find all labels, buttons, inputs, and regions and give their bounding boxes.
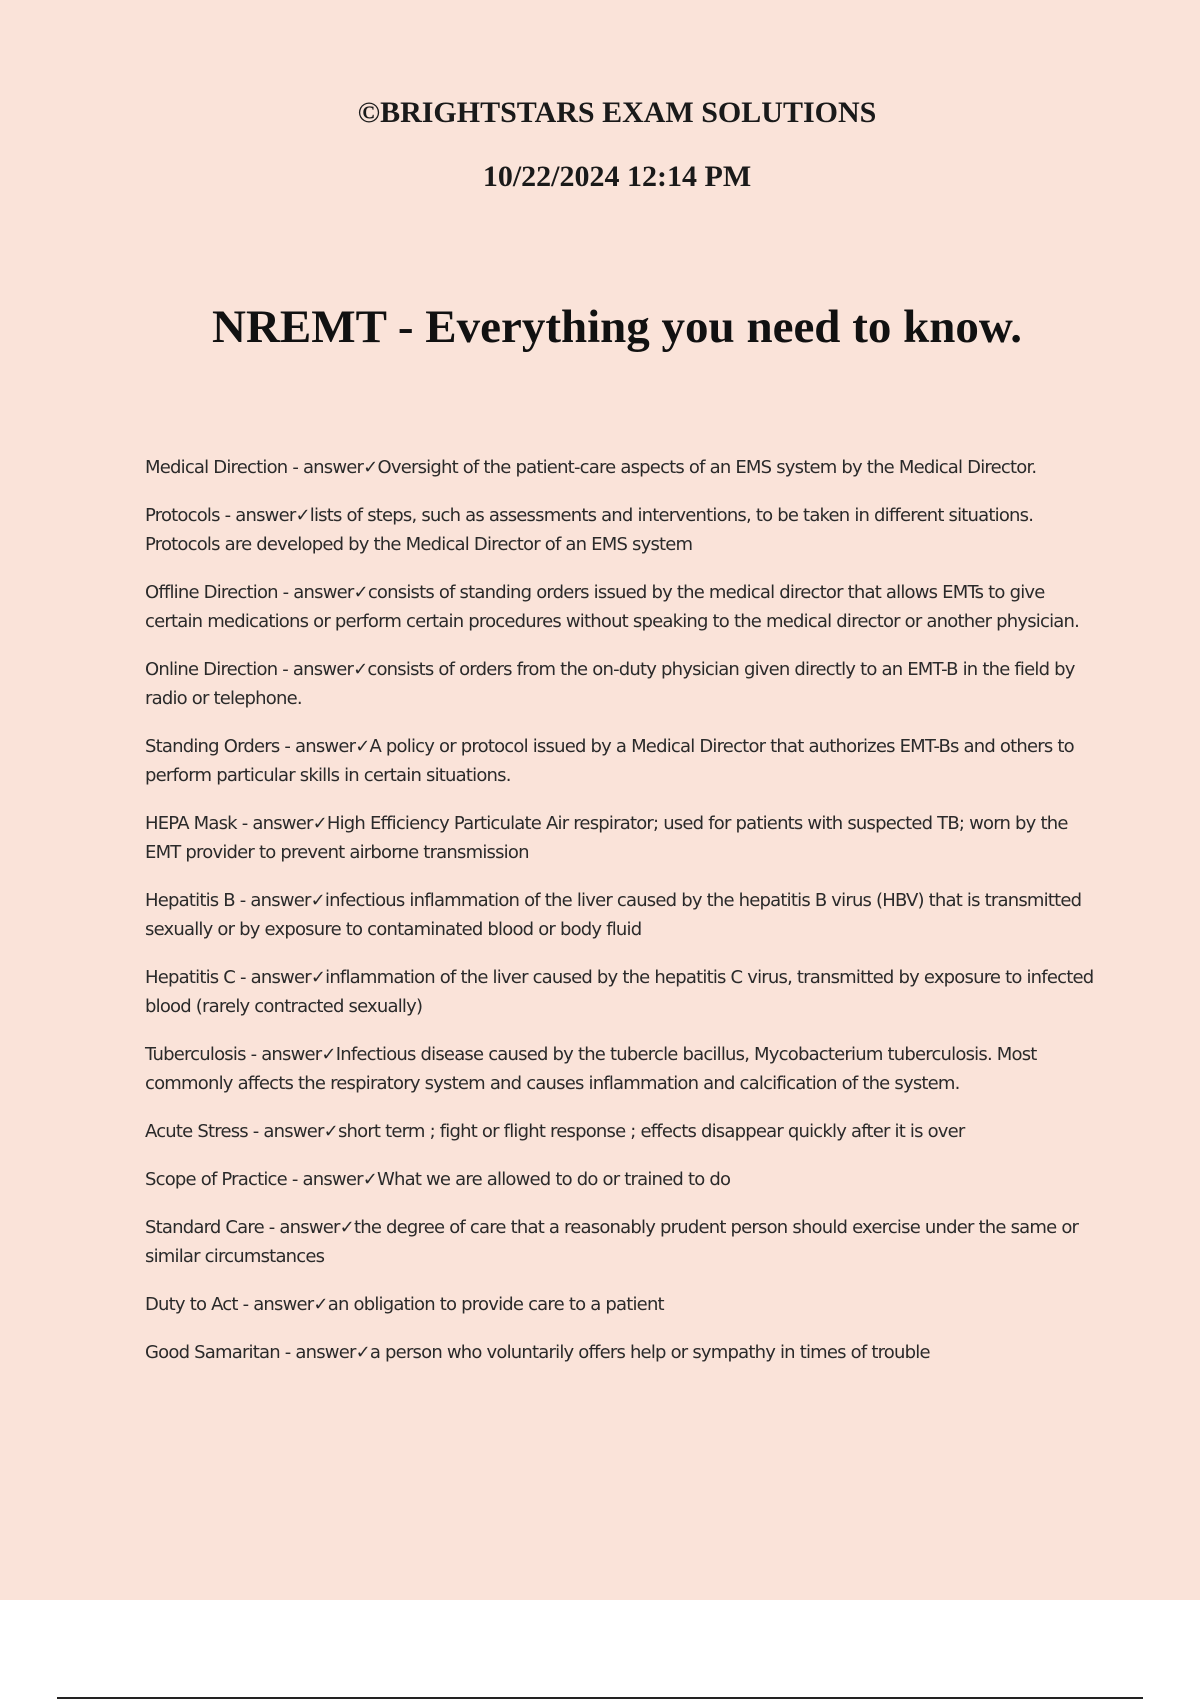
answer-separator: - answer [234, 890, 311, 911]
entry-term: Scope of Practice [145, 1169, 287, 1190]
flashcard-entry [145, 886, 1095, 944]
answer-separator: - answer [235, 967, 311, 988]
answer-separator: - answer [279, 1342, 356, 1363]
entry-term: Offline Direction [145, 582, 278, 603]
checkmark-icon: ✓ [353, 659, 368, 680]
checkmark-icon: ✓ [310, 967, 326, 988]
flashcard-entry [145, 1290, 1095, 1319]
entry-term: Hepatitis C [145, 967, 236, 988]
entry-definition: short term ; fight or flight response ; effects disappear quickly after it is over [337, 1121, 965, 1142]
answer-separator: - answer [287, 457, 364, 478]
flashcard-list [145, 453, 1095, 1386]
footer-divider [57, 1697, 1143, 1699]
entry-definition: the degree of care that a reasonably prudent person should exercise under the same or similar circumstances [145, 1217, 1079, 1267]
answer-separator: - answer [279, 736, 356, 757]
entry-definition: inflammation of the liver caused by the hepatitis C virus, transmitted by exposure to infected blood (rarely contracted sexually) [145, 967, 1094, 1017]
checkmark-icon: ✓ [355, 1342, 370, 1363]
entry-term: Online Direction [145, 659, 278, 680]
answer-separator: - answer [219, 505, 296, 526]
entry-definition: High Efficiency Particulate Air respirator; used for patients with suspected TB; worn by the EMT provider to prevent airborne transmission [145, 813, 1068, 863]
answer-separator: - answer [277, 659, 354, 680]
entry-definition: Oversight of the patient-care aspects of an EMS system by the Medical Director. [377, 457, 1037, 478]
entry-term: Tuberculosis [145, 1044, 246, 1065]
entry-term: Good Samaritan [145, 1342, 280, 1363]
entry-definition: consists of standing orders issued by the medical director that allows EMTs to give certain medications or perform certain procedures without speaking to the medical director or another physician. [145, 582, 1080, 632]
checkmark-icon: ✓ [362, 1169, 377, 1190]
flashcard-entry [145, 1165, 1095, 1194]
entry-term: Hepatitis B [145, 890, 235, 911]
checkmark-icon: ✓ [312, 813, 327, 834]
brand-header: ©BRIGHTSTARS EXAM SOLUTIONS [357, 96, 877, 129]
flashcard-entry [145, 578, 1095, 636]
flashcard-entry [145, 1117, 1095, 1146]
flashcard-entry [145, 1338, 1095, 1367]
entry-term: Medical Direction [145, 457, 288, 478]
checkmark-icon: ✓ [363, 457, 378, 478]
flashcard-entry [145, 655, 1095, 713]
answer-separator: - answer [236, 813, 313, 834]
entry-definition: an obligation to provide care to a patient [327, 1294, 664, 1315]
checkmark-icon: ✓ [310, 890, 325, 911]
checkmark-icon: ✓ [339, 1217, 354, 1238]
document-title: NREMT - Everything you need to know. [212, 301, 1022, 353]
flashcard-entry [145, 809, 1095, 867]
entry-definition: A policy or protocol issued by a Medical Director that authorizes EMT-Bs and others to perform particular skills in certain situations. [145, 736, 1074, 786]
flashcard-entry [145, 963, 1095, 1021]
flashcard-entry [145, 732, 1095, 790]
entry-term: HEPA Mask [145, 813, 237, 834]
document-timestamp: 10/22/2024 12:14 PM [482, 160, 752, 193]
entry-term: Acute Stress [145, 1121, 248, 1142]
entry-definition: Infectious disease caused by the tubercle bacillus, Mycobacterium tuberculosis. Most commonly affects the respiratory system and causes inflammation and calcification of the system. [145, 1044, 1037, 1094]
entry-definition: a person who voluntarily offers help or sympathy in times of trouble [369, 1342, 930, 1363]
flashcard-entry [145, 1040, 1095, 1098]
flashcard-entry [145, 453, 1095, 482]
entry-term: Standing Orders [145, 736, 280, 757]
entry-definition: infectious inflammation of the liver caused by the hepatitis B virus (HBV) that is transmitted sexually or by exposure to contaminated blood or body fluid [145, 890, 1082, 940]
entry-definition: lists of steps, such as assessments and interventions, to be taken in different situations. Protocols are developed by the Medical Director of an EMS system [145, 505, 1034, 555]
flashcard-entry [145, 501, 1095, 559]
answer-separator: - answer [286, 1169, 363, 1190]
checkmark-icon: ✓ [313, 1294, 328, 1315]
entry-term: Duty to Act [145, 1294, 238, 1315]
entry-term: Protocols [145, 505, 220, 526]
answer-separator: - answer [245, 1044, 322, 1065]
entry-term: Standard Care [145, 1217, 264, 1238]
answer-separator: - answer [237, 1294, 314, 1315]
checkmark-icon: ✓ [321, 1044, 336, 1065]
checkmark-icon: ✓ [295, 505, 310, 526]
entry-definition: consists of orders from the on-duty physician given directly to an EMT-B in the field by radio or telephone. [145, 659, 1075, 709]
checkmark-icon: ✓ [353, 582, 368, 603]
entry-definition: What we are allowed to do or trained to do [377, 1169, 731, 1190]
flashcard-entry [145, 1213, 1095, 1271]
checkmark-icon: ✓ [323, 1121, 338, 1142]
answer-separator: - answer [263, 1217, 340, 1238]
answer-separator: - answer [247, 1121, 324, 1142]
answer-separator: - answer [277, 582, 354, 603]
checkmark-icon: ✓ [355, 736, 370, 757]
